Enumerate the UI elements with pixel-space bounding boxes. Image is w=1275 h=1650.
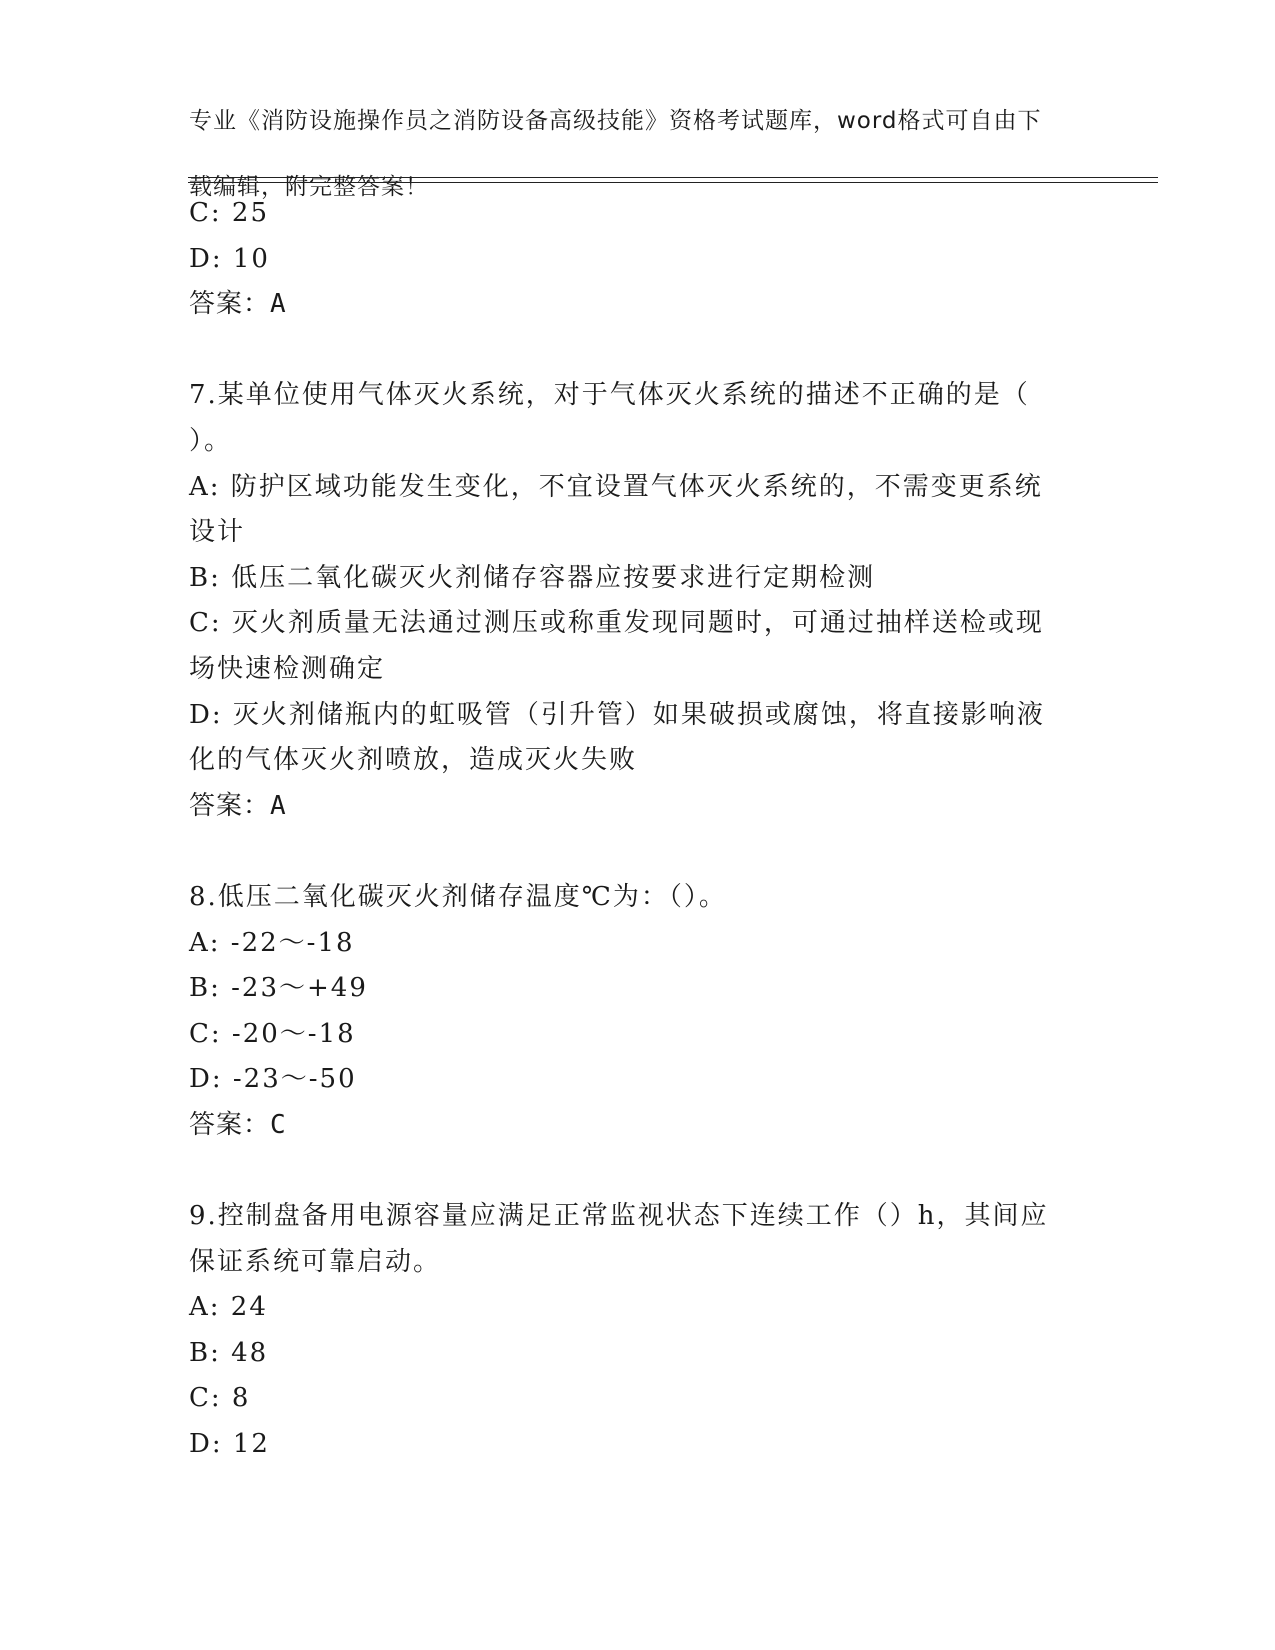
- answer-value: A: [270, 289, 286, 320]
- option-line: 设计: [189, 517, 246, 548]
- answer-value: A: [270, 790, 286, 821]
- spacer: [189, 829, 1089, 875]
- option-line: B: 48: [189, 1337, 269, 1368]
- option-line: B: -23～+49: [189, 973, 368, 1004]
- option-line: A: 防护区域功能发生变化，不宜设置气体灭火系统的，不需变更系统: [189, 471, 1043, 502]
- answer-label: 答案：: [189, 1109, 271, 1140]
- answer-line: [189, 282, 1089, 328]
- question-stem-line: 7.某单位使用气体灭火系统，对于气体灭火系统的描述不正确的是（: [189, 380, 1030, 411]
- answer-line: [189, 784, 1089, 830]
- option-line: 场快速检测确定: [189, 653, 386, 684]
- answer-line: [189, 1103, 1089, 1149]
- question-content: [189, 191, 1089, 1468]
- question-9: [189, 1194, 1089, 1468]
- option-line: C: -20～-18: [189, 1018, 356, 1049]
- option-c: C: 25: [189, 198, 270, 228]
- question-stem-line: ）。: [189, 425, 233, 456]
- option-line: D: -23～-50: [189, 1064, 357, 1095]
- option-line: D: 12: [189, 1429, 270, 1460]
- prev-question-tail: [189, 191, 1089, 328]
- option-line: D: 灭火剂储瓶内的虹吸管（引升管）如果破损或腐蚀，将直接影响液: [189, 699, 1045, 730]
- question-8: [189, 875, 1089, 1149]
- question-stem-line: 8.低压二氧化碳灭火剂储存温度℃为：（）。: [189, 881, 727, 912]
- option-line: C: 8: [189, 1383, 251, 1414]
- answer-value: C: [270, 1109, 286, 1140]
- option-d: D: 10: [189, 243, 270, 274]
- header-divider-bottom: [188, 182, 1158, 183]
- spacer: [189, 1148, 1089, 1194]
- option-line: A: -22～-18: [189, 927, 355, 958]
- header-line-2: 载编辑，附完整答案！: [189, 174, 429, 200]
- question-7: [189, 373, 1089, 829]
- header-line-1: 专业《消防设施操作员之消防设备高级技能》资格考试题库，word格式可自由下: [189, 108, 1042, 134]
- header-divider-top: [188, 177, 1158, 178]
- option-line: 化的气体灭火剂喷放，造成灭火失败: [189, 745, 638, 776]
- option-line: B: 低压二氧化碳灭火剂储存容器应按要求进行定期检测: [189, 562, 876, 593]
- question-stem-line: 保证系统可靠启动。: [189, 1246, 442, 1277]
- spacer: [189, 328, 1089, 374]
- answer-label: 答案：: [189, 289, 271, 320]
- option-line: A: 24: [189, 1292, 268, 1323]
- option-line: C: 灭火剂质量无法通过测压或称重发现同题时，可通过抽样送检或现: [189, 608, 1044, 639]
- answer-label: 答案：: [189, 790, 271, 821]
- question-stem-line: 9.控制盘备用电源容量应满足正常监视状态下连续工作（）h，其间应: [189, 1201, 1049, 1232]
